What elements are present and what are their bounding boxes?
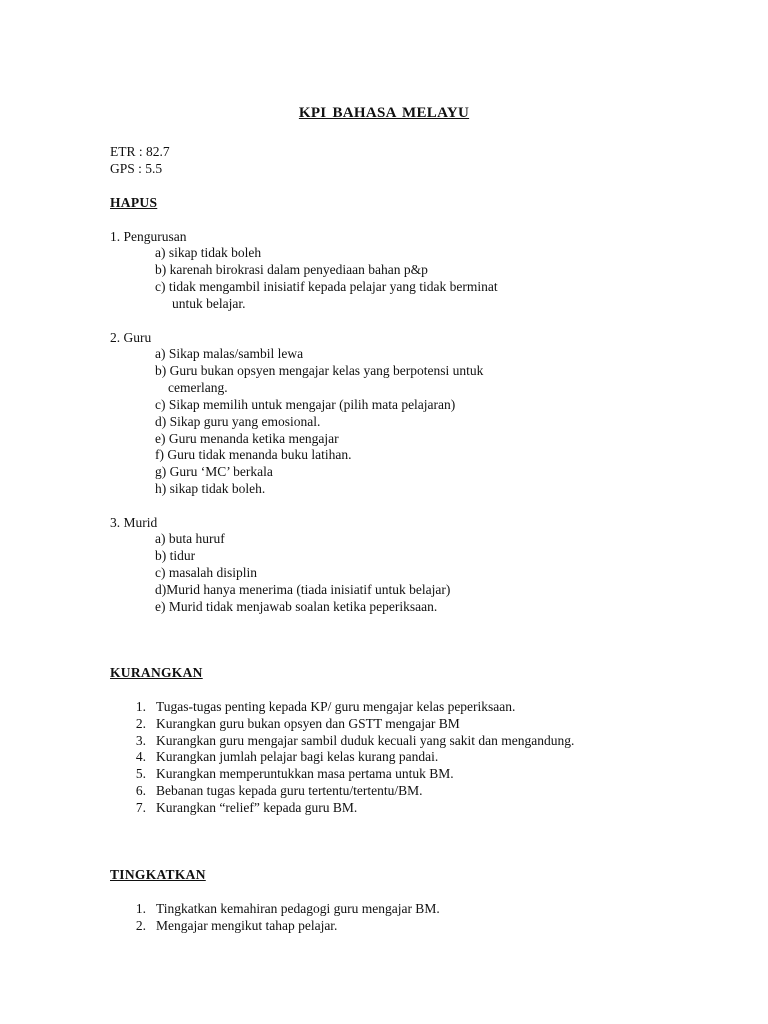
numbered-item <box>110 782 710 799</box>
pengurusan-label: 1. Pengurusan <box>110 229 187 244</box>
guru-label: 2. Guru <box>110 330 152 345</box>
gps-value: GPS : 5.5 <box>110 161 163 176</box>
list-item: c) tidak mengambil inisiatif kepada pelajar yang tidak berminat <box>155 279 498 294</box>
item-number: 4. <box>135 749 146 764</box>
numbered-item <box>110 715 710 732</box>
list-item: a) buta huruf <box>155 531 225 546</box>
item-text: Kurangkan “relief” kepada guru BM. <box>156 800 358 815</box>
murid-label: 3. Murid <box>110 515 158 530</box>
list-item: e) Murid tidak menjawab soalan ketika peperiksaan. <box>155 599 438 614</box>
list-item: f) Guru tidak menanda buku latihan. <box>155 447 352 462</box>
item-text: Bebanan tugas kepada guru tertentu/tertentu/BM. <box>156 783 423 798</box>
list-item-continuation: untuk belajar. <box>172 296 246 311</box>
item-text: Mengajar mengikut tahap pelajar. <box>156 918 338 933</box>
list-item: d) Sikap guru yang emosional. <box>155 414 321 429</box>
list-item: a) sikap tidak boleh <box>155 245 262 260</box>
item-text: Kurangkan guru mengajar sambil duduk kecuali yang sakit dan mengandung. <box>156 733 575 748</box>
numbered-item <box>110 799 710 816</box>
item-number: 1. <box>135 699 146 714</box>
list-item: a) Sikap malas/sambil lewa <box>155 346 304 361</box>
numbered-item <box>110 698 710 715</box>
list-item: h) sikap tidak boleh. <box>155 481 266 496</box>
numbered-item <box>110 748 710 765</box>
item-number: 6. <box>135 783 146 798</box>
item-number: 2. <box>135 716 146 731</box>
item-text: Kurangkan jumlah pelajar bagi kelas kurang pandai. <box>156 749 439 764</box>
numbered-item <box>110 765 710 782</box>
tingkatkan-heading: TINGKATKAN <box>110 867 206 882</box>
item-number: 3. <box>135 733 146 748</box>
item-text: Kurangkan memperuntukkan masa pertama untuk BM. <box>156 766 454 781</box>
list-item: c) masalah disiplin <box>155 565 257 580</box>
list-item: b) tidur <box>155 548 196 563</box>
list-item: d)Murid hanya menerima (tiada inisiatif untuk belajar) <box>155 582 451 597</box>
kurangkan-heading: KURANGKAN <box>110 665 203 680</box>
numbered-item <box>110 917 710 934</box>
list-item: b) Guru bukan opsyen mengajar kelas yang berpotensi untuk <box>155 363 484 378</box>
list-item: c) Sikap memilih untuk mengajar (pilih mata pelajaran) <box>155 397 456 412</box>
item-text: Tugas-tugas penting kepada KP/ guru mengajar kelas peperiksaan. <box>156 699 516 714</box>
item-number: 7. <box>135 800 146 815</box>
numbered-item <box>110 732 710 749</box>
list-item: b) karenah birokrasi dalam penyediaan bahan p&p <box>155 262 428 277</box>
list-item: g) Guru ‘MC’ berkala <box>155 464 273 479</box>
numbered-item <box>110 900 710 917</box>
page-title: KPI BAHASA MELAYU <box>298 105 470 121</box>
list-item-continuation: cemerlang. <box>168 380 228 395</box>
item-text: Tingkatkan kemahiran pedagogi guru mengajar BM. <box>156 901 440 916</box>
etr-value: ETR : 82.7 <box>110 144 170 159</box>
hapus-heading: HAPUS <box>110 195 158 210</box>
item-text: Kurangkan guru bukan opsyen dan GSTT mengajar BM <box>156 716 460 731</box>
list-item: e) Guru menanda ketika mengajar <box>155 431 339 446</box>
item-number: 2. <box>135 918 146 933</box>
item-number: 5. <box>135 766 146 781</box>
item-number: 1. <box>135 901 146 916</box>
